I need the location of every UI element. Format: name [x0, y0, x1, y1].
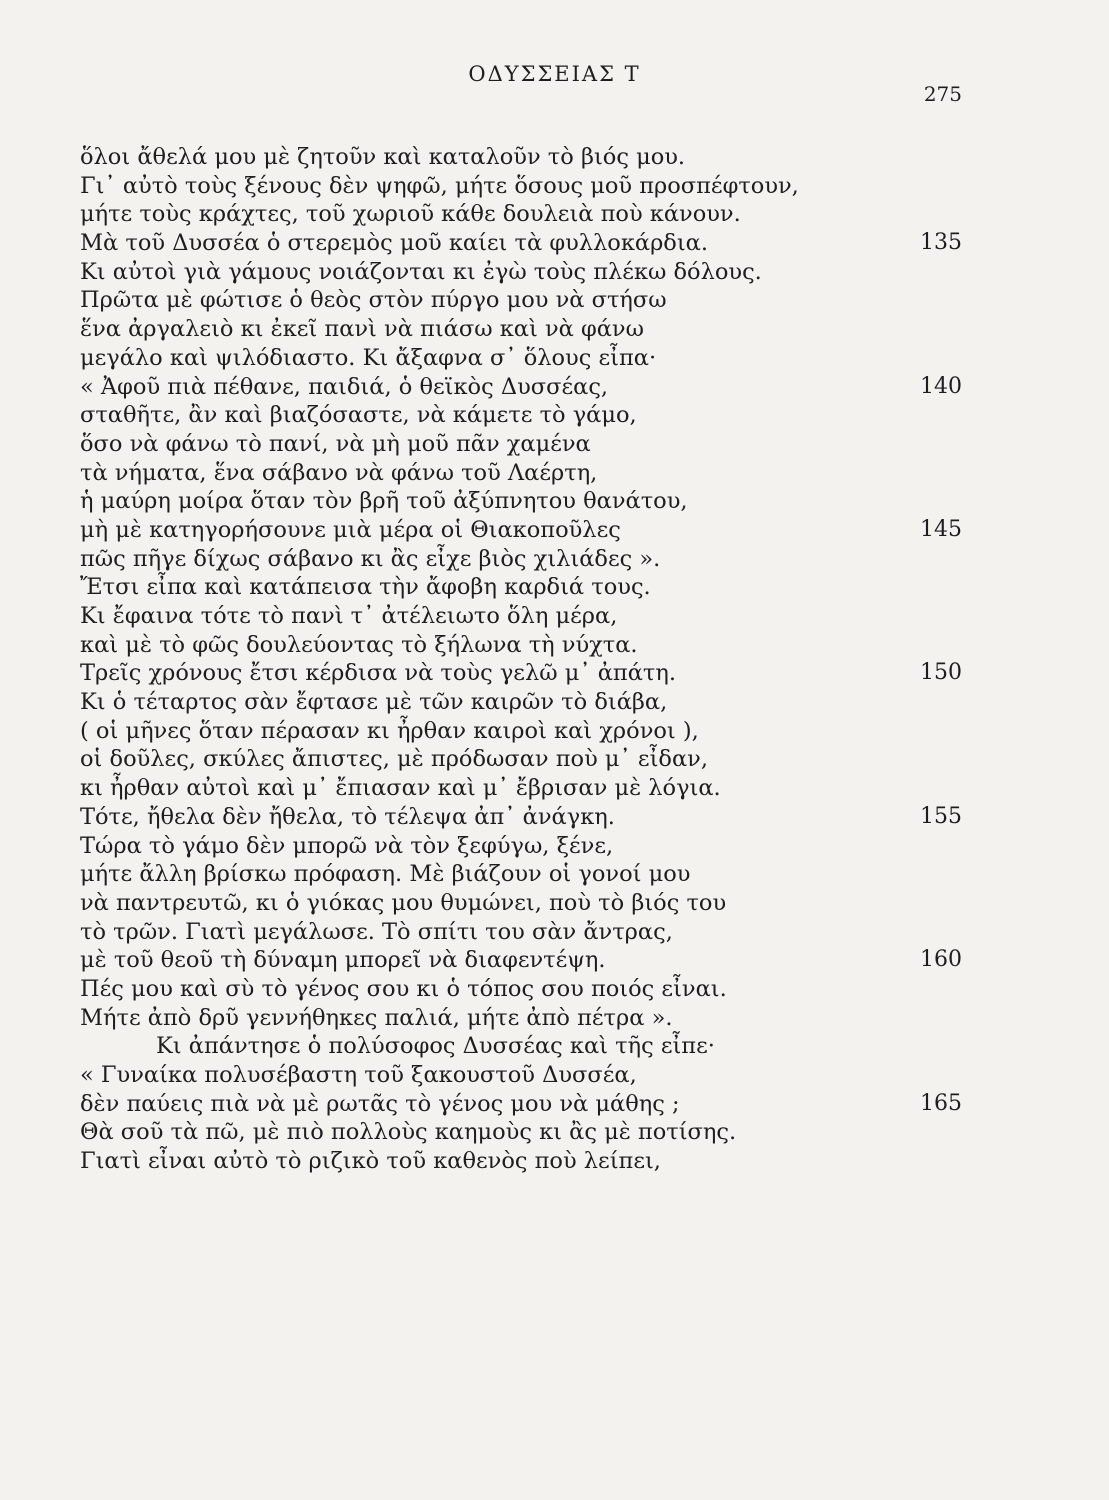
verse-text: Τρεῖς χρόνους ἔτσι κέρδισα νὰ τοὺς γελῶ μ᾽ ἀπάτη. — [80, 660, 676, 687]
verse-line — [80, 315, 980, 344]
verse-text: μήτε τοὺς κράχτες, τοῦ χωριοῦ κάθε δουλειὰ ποὺ κάνουν. — [80, 201, 741, 228]
verse-line — [80, 258, 980, 287]
verse-text: « Γυναίκα πολυσέβαστη τοῦ ξακουστοῦ Δυσσέα, — [80, 1062, 637, 1088]
verse-text: Πρῶτα μὲ φώτισε ὁ θεὸς στὸν πύργο μου νὰ στήσω — [80, 287, 667, 314]
line-number: 155 — [920, 803, 962, 829]
verse-line — [80, 832, 980, 861]
verse-line — [80, 459, 980, 488]
verse-line — [80, 172, 980, 201]
verse-text: Μήτε ἀπὸ δρῦ γεννήθηκες παλιά, μήτε ἀπὸ πέτρα ». — [80, 1004, 673, 1031]
verse-text: σταθῆτε, ἂν καὶ βιαζόσαστε, νὰ κάμετε τὸ γάμο, — [80, 402, 637, 429]
verse-text: νὰ παντρευτῶ, κι ὁ γιόκας μου θυμώνει, ποὺ τὸ βιός του — [80, 889, 727, 916]
verse-line — [80, 1061, 980, 1090]
verse-text: μεγάλο καὶ ψιλόδιαστο. Κι ἄξαφνα σ᾽ ὅλους εἶπα· — [80, 344, 657, 371]
line-number: 135 — [920, 230, 962, 256]
verse-text: Κι ἔφαινα τότε τὸ πανὶ τ᾽ ἀτέλειωτο ὅλη μέρα, — [80, 603, 618, 629]
line-number: 160 — [920, 947, 962, 973]
verse-text: κι ἦρθαν αὐτοὶ καὶ μ᾽ ἔπιασαν καὶ μ᾽ ἔβρισαν μὲ λόγια. — [80, 775, 721, 802]
verse-line — [80, 430, 980, 459]
verse-line — [80, 1032, 980, 1061]
verse-text: μὴ μὲ κατηγορήσουνε μιὰ μέρα οἱ Θιακοποῦλες — [80, 516, 621, 543]
verse-line — [80, 545, 980, 574]
verse-line — [80, 946, 980, 975]
verse-line — [80, 745, 980, 774]
verse-text: Ἔτσι εἶπα καὶ κατάπεισα τὴν ἄφοβη καρδιά τους. — [80, 574, 651, 601]
verse-text: Κι ὁ τέταρτος σὰν ἔφτασε μὲ τῶν καιρῶν τὸ διάβα, — [80, 689, 668, 716]
verse-text: μήτε ἄλλη βρίσκω πρόφαση. Μὲ βιάζουν οἱ γονοί μου — [80, 861, 691, 888]
verse-line — [80, 774, 980, 803]
verse-text: ( οἱ μῆνες ὅταν πέρασαν κι ἦρθαν καιροὶ καὶ χρόνοι ), — [80, 717, 699, 744]
verse-text: Κι αὐτοὶ γιὰ γάμους νοιάζονται κι ἐγὼ τοὺς πλέκω δόλους. — [80, 258, 762, 285]
verse-line — [80, 860, 980, 889]
verse-line — [80, 659, 980, 688]
verse-text: μὲ τοῦ θεοῦ τὴ δύναμη μπορεῖ νὰ διαφεντέψη. — [80, 947, 606, 974]
verse-line — [80, 286, 980, 315]
verse-text: Πές μου καὶ σὺ τὸ γένος σου κι ὁ τόπος σου ποιός εἶναι. — [80, 975, 727, 1002]
verse-text: ἕνα ἀργαλειὸ κι ἐκεῖ πανὶ νὰ πιάσω καὶ νὰ φάνω — [80, 316, 644, 343]
verse-text: δὲν παύεις πιὰ νὰ μὲ ρωτᾶς τὸ γένος μου νὰ μάθης ; — [80, 1090, 680, 1117]
verse-line — [80, 143, 980, 172]
verse-line — [80, 803, 980, 832]
line-number: 140 — [920, 373, 962, 399]
verse-text: καὶ μὲ τὸ φῶς δουλεύοντας τὸ ξήλωνα τὴ νύχτα. — [80, 631, 638, 658]
verse-line — [80, 717, 980, 746]
verse-line — [80, 573, 980, 602]
verse-line — [80, 200, 980, 229]
verse-line — [80, 401, 980, 430]
verse-text: ὅσο νὰ φάνω τὸ πανί, νὰ μὴ μοῦ πᾶν χαμένα — [80, 430, 591, 457]
verse-text: τὸ τρῶν. Γιατὶ μεγάλωσε. Τὸ σπίτι του σὰν ἄντρας, — [80, 918, 673, 945]
verse-line — [80, 1090, 980, 1119]
verse-text: Θὰ σοῦ τὰ πῶ, μὲ πιὸ πολλοὺς καημοὺς κι ἂς μὲ ποτίσης. — [80, 1119, 737, 1146]
verse-line — [80, 1004, 980, 1033]
verse-text: ὅλοι ἄθελά μου μὲ ζητοῦν καὶ καταλοῦν τὸ βιός μου. — [80, 144, 686, 170]
verse-text: Κι ἀπάντησε ὁ πολύσοφος Δυσσέας καὶ τῆς εἶπε· — [156, 1033, 715, 1060]
line-number: 165 — [920, 1090, 962, 1116]
verse-text: πῶς πῆγε δίχως σάβανο κι ἂς εἶχε βιὸς χιλιάδες ». — [80, 545, 661, 572]
verse-line — [80, 1147, 980, 1176]
verse-text: τὰ νήματα, ἕνα σάβανο νὰ φάνω τοῦ Λαέρτη, — [80, 459, 598, 486]
line-number: 150 — [920, 660, 962, 686]
verse-line — [80, 688, 980, 717]
verse-text: Γιατὶ εἶναι αὐτὸ τὸ ριζικὸ τοῦ καθενὸς ποὺ λείπει, — [80, 1148, 661, 1175]
verse-line — [80, 918, 980, 947]
line-number: 145 — [920, 516, 962, 542]
verse-line — [80, 344, 980, 373]
verse-line — [80, 889, 980, 918]
verse-text: ἡ μαύρη μοίρα ὅταν τὸν βρῆ τοῦ ἀξύπνητου θανάτου, — [80, 488, 688, 515]
verse-line — [80, 631, 980, 660]
verse-line — [80, 602, 980, 631]
running-title: ΟΔΥΣΣΕΙΑΣ Τ — [468, 62, 641, 86]
verse-text: « Ἀφοῦ πιὰ πέθανε, παιδιά, ὁ θεϊκὸς Δυσσέας, — [80, 373, 609, 400]
verse-text: Τότε, ἤθελα δὲν ἤθελα, τὸ τέλεψα ἀπ᾽ ἀνάγκη. — [80, 803, 615, 830]
verse-line — [80, 373, 980, 402]
verse-text: Γι᾽ αὐτὸ τοὺς ξένους δὲν ψηφῶ, μήτε ὅσους μοῦ προσπέφτουν, — [80, 172, 799, 199]
verse-block — [80, 143, 980, 1176]
verse-line — [80, 975, 980, 1004]
verse-line — [80, 229, 980, 258]
verse-line — [80, 487, 980, 516]
verse-text: Τώρα τὸ γάμο δὲν μπορῶ νὰ τὸν ξεφύγω, ξένε, — [80, 832, 614, 859]
verse-text: οἱ δοῦλες, σκύλες ἄπιστες, μὲ πρόδωσαν ποὺ μ᾽ εἶδαν, — [80, 746, 708, 773]
page-number: 275 — [923, 82, 962, 106]
verse-line — [80, 1118, 980, 1147]
verse-text: Μὰ τοῦ Δυσσέα ὁ στερεμὸς μοῦ καίει τὰ φυλλοκάρδια. — [80, 230, 709, 257]
verse-line — [80, 516, 980, 545]
